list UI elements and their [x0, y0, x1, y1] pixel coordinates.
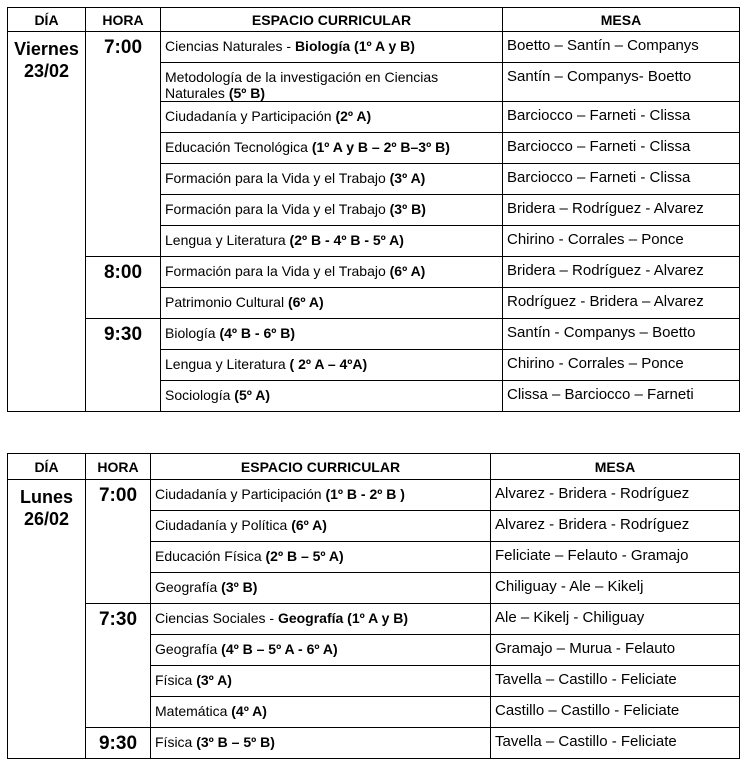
mesa-cell: Clissa – Barciocco – Farneti	[503, 381, 740, 412]
mesa-cell: Barciocco – Farneti - Clissa	[503, 164, 740, 195]
table-row	[8, 257, 740, 288]
subject-name: Matemática	[155, 703, 232, 719]
subject-course: (3º B)	[221, 579, 258, 595]
mesa-cell: Boetto – Santín – Companys	[503, 32, 740, 63]
subject-course: (1º A y B – 2º B–3º B)	[311, 139, 450, 155]
mesa-cell: Tavella – Castillo - Feliciate	[491, 666, 740, 697]
subject-cell	[161, 63, 503, 102]
subject-name: Formación para la Vida y el Trabajo	[165, 170, 390, 186]
mesa-cell: Bridera – Rodríguez - Alvarez	[503, 195, 740, 226]
subject-name: Ciudadanía y Política	[155, 517, 292, 533]
header-mesa: MESA	[503, 8, 740, 32]
subject-course: (3º A)	[196, 672, 232, 688]
day-cell	[8, 480, 86, 759]
table-row	[8, 604, 740, 635]
subject-cell	[151, 511, 491, 542]
subject-course: (2º A)	[335, 108, 372, 124]
header-espacio: ESPACIO CURRICULAR	[161, 8, 503, 32]
header-hora: HORA	[86, 454, 151, 480]
subject-cell	[151, 635, 491, 666]
time-cell: 8:00	[86, 257, 161, 319]
subject-name: Lengua y Literatura	[165, 356, 290, 372]
subject-course: (6º A)	[291, 517, 327, 533]
subject-course: ( 2º A – 4ºA)	[289, 356, 368, 372]
mesa-cell: Barciocco – Farneti - Clissa	[503, 102, 740, 133]
mesa-cell: Alvarez - Bridera - Rodríguez	[491, 511, 740, 542]
subject-cell	[151, 697, 491, 728]
subject-cell	[151, 666, 491, 697]
subject-cell	[151, 480, 491, 511]
day-date: 26/02	[23, 509, 70, 529]
subject-name: Sociología	[165, 387, 235, 403]
subject-name: Geografía	[155, 579, 222, 595]
subject-name: Ciudadanía y Participación	[155, 486, 326, 502]
mesa-cell: Gramajo – Murua - Felauto	[491, 635, 740, 666]
subject-course: (4º B - 6º B)	[219, 325, 296, 341]
subject-name: Geografía	[155, 641, 222, 657]
mesa-cell: Rodríguez - Bridera – Alvarez	[503, 288, 740, 319]
subject-name: Formación para la Vida y el Trabajo	[165, 263, 390, 279]
mesa-cell: Tavella – Castillo - Feliciate	[491, 728, 740, 759]
mesa-cell: Santín – Companys- Boetto	[503, 63, 740, 102]
subject-course: (6º A)	[287, 294, 324, 310]
mesa-cell: Feliciate – Felauto - Gramajo	[491, 542, 740, 573]
subject-cell	[151, 728, 491, 759]
subject-name: Educación Física	[155, 548, 266, 564]
mesa-cell: Castillo – Castillo - Feliciate	[491, 697, 740, 728]
subject-cell	[161, 319, 503, 350]
time-cell: 7:00	[86, 480, 151, 604]
subject-cell	[161, 257, 503, 288]
subject-course: (6º A)	[389, 263, 426, 279]
time-cell: 7:30	[86, 604, 151, 728]
subject-cell	[161, 133, 503, 164]
subject-name: Física	[155, 734, 197, 750]
subject-course: (3º B)	[389, 201, 426, 217]
subject-name: Educación Tecnológica	[165, 139, 312, 155]
subject-course: (5º B)	[228, 85, 266, 101]
subject-course: (4º B – 5º A - 6º A)	[221, 641, 338, 657]
subject-course: (1º B - 2º B )	[325, 486, 405, 502]
mesa-cell: Santín - Companys – Boetto	[503, 319, 740, 350]
subject-cell	[161, 226, 503, 257]
table-header-row	[8, 8, 740, 32]
subject-name: Patrimonio Cultural	[165, 294, 288, 310]
subject-cell	[161, 381, 503, 412]
table-header-row	[8, 454, 740, 480]
subject-cell	[161, 164, 503, 195]
day-name: Lunes	[19, 487, 73, 507]
subject-cell	[151, 573, 491, 604]
time-cell: 7:00	[86, 32, 161, 257]
mesa-cell: Chirino - Corrales – Ponce	[503, 226, 740, 257]
schedule-table-friday	[7, 7, 740, 412]
day-cell	[8, 32, 86, 412]
subject-name: Ciencias Naturales -	[165, 38, 295, 54]
header-dia: DÍA	[8, 8, 86, 32]
time-cell: 9:30	[86, 728, 151, 759]
subject-cell	[161, 195, 503, 226]
subject-cell	[161, 32, 503, 63]
subject-cell	[151, 542, 491, 573]
subject-course: (5º A)	[234, 387, 270, 403]
subject-course: (2º B - 4º B - 5º A)	[289, 232, 404, 248]
header-dia: DÍA	[8, 454, 86, 480]
subject-course: Biología (1º A y B)	[294, 38, 415, 54]
subject-course: (3º B – 5º B)	[196, 734, 275, 750]
subject-course: Geografía (1º A y B)	[277, 610, 409, 626]
subject-name: Ciudadanía y Participación	[165, 108, 336, 124]
mesa-cell: Barciocco – Farneti - Clissa	[503, 133, 740, 164]
subject-course: (3º A)	[389, 170, 426, 186]
day-date: 23/02	[23, 61, 70, 81]
subject-name: Metodología de la investigación en Ciencias Naturales	[165, 69, 439, 101]
subject-cell	[161, 350, 503, 381]
subject-name: Lengua y Literatura	[165, 232, 290, 248]
table-row	[8, 32, 740, 63]
subject-course: (2º B – 5º A)	[265, 548, 344, 564]
subject-course: (4º A)	[231, 703, 267, 719]
header-espacio: ESPACIO CURRICULAR	[151, 454, 491, 480]
subject-name: Biología	[165, 325, 220, 341]
subject-cell	[151, 604, 491, 635]
header-hora: HORA	[86, 8, 161, 32]
mesa-cell: Chiliguay - Ale – Kikelj	[491, 573, 740, 604]
mesa-cell: Chirino - Corrales – Ponce	[503, 350, 740, 381]
schedule-table-monday	[7, 453, 740, 759]
header-mesa: MESA	[491, 454, 740, 480]
mesa-cell: Ale – Kikelj - Chiliguay	[491, 604, 740, 635]
subject-name: Formación para la Vida y el Trabajo	[165, 201, 390, 217]
mesa-cell: Alvarez - Bridera - Rodríguez	[491, 480, 740, 511]
table-row	[8, 480, 740, 511]
mesa-cell: Bridera – Rodríguez - Alvarez	[503, 257, 740, 288]
day-name: Viernes	[14, 39, 79, 59]
time-cell: 9:30	[86, 319, 161, 412]
table-row	[8, 319, 740, 350]
subject-cell	[161, 288, 503, 319]
table-row	[8, 728, 740, 759]
subject-name: Ciencias Sociales -	[155, 610, 278, 626]
subject-name: Física	[155, 672, 197, 688]
subject-cell	[161, 102, 503, 133]
